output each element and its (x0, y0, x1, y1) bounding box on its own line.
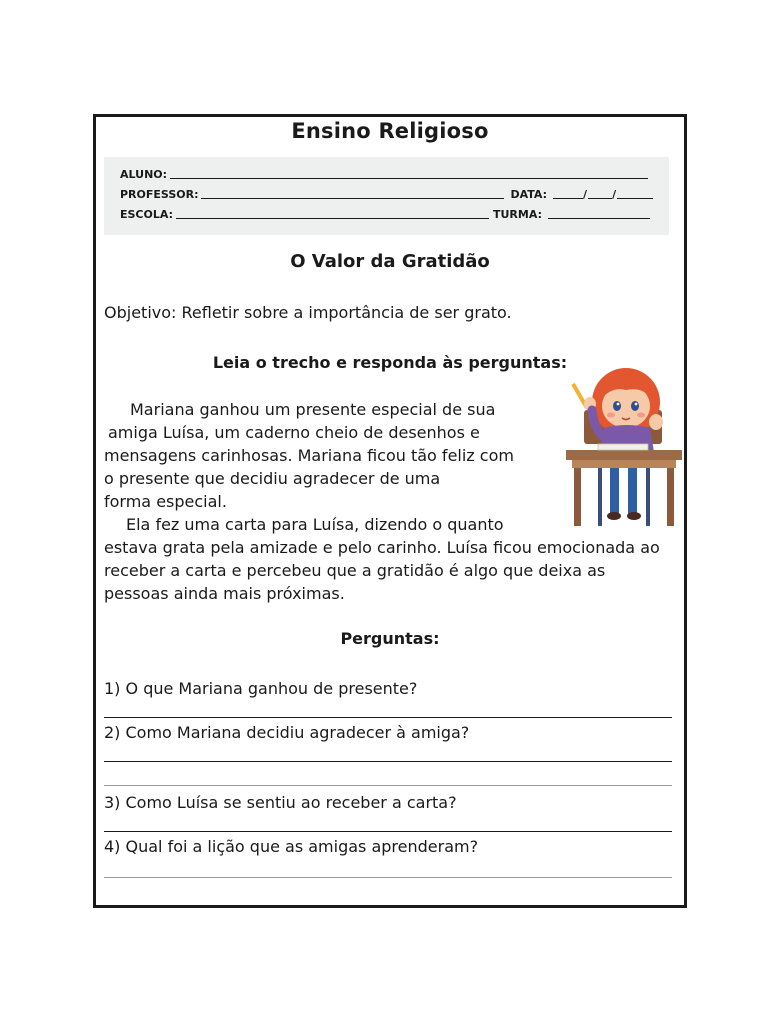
story-line: o presente que decidiu agradecer de uma (104, 469, 441, 488)
aluno-row (120, 167, 648, 181)
questions-title: Perguntas: (340, 629, 440, 648)
answer-line-4[interactable] (104, 877, 672, 878)
story-line: receber a carta e percebeu que a gratidão é algo que deixa as (104, 561, 606, 580)
worksheet-title: Ensino Religioso (291, 119, 489, 143)
worksheet-page (93, 114, 687, 908)
professor-row (120, 187, 653, 201)
escola-field[interactable] (176, 208, 489, 219)
story-line: pessoas ainda mais próximas. (104, 584, 345, 603)
aluno-field[interactable] (170, 168, 648, 179)
escola-row (120, 207, 650, 221)
story-line: amiga Luísa, um caderno cheio de desenhos e (108, 423, 480, 442)
story-line: forma especial. (104, 492, 227, 511)
answer-line-2a[interactable] (104, 761, 672, 762)
date-separator: / (612, 188, 617, 201)
instruction-heading: Leia o trecho e responda às perguntas: (212, 353, 568, 372)
answer-line-2b[interactable] (104, 785, 672, 786)
reading-title: O Valor da Gratidão (290, 251, 490, 272)
answer-line-1[interactable] (104, 717, 672, 718)
story-line: mensagens carinhosas. Mariana ficou tão feliz com (104, 446, 514, 465)
objective-text: Objetivo: Refletir sobre a importância de ser grato. (104, 303, 512, 322)
question-4: 4) Qual foi a lição que as amigas aprenderam? (104, 837, 479, 856)
escola-label: ESCOLA: (120, 208, 173, 221)
question-1: 1) O que Mariana ganhou de presente? (104, 679, 418, 698)
date-year-field[interactable] (617, 188, 653, 199)
question-2: 2) Como Mariana decidiu agradecer à amiga? (104, 723, 470, 742)
data-label: DATA: (510, 188, 548, 201)
question-3: 3) Como Luísa se sentiu ao receber a carta? (104, 793, 457, 812)
date-month-field[interactable] (588, 188, 612, 199)
turma-label: TURMA: (493, 208, 542, 221)
date-separator: / (583, 188, 588, 201)
turma-field[interactable] (548, 208, 650, 219)
story-line: estava grata pela amizade e pelo carinho. Luísa ficou emocionada ao (104, 538, 660, 557)
story-line: Ela fez uma carta para Luísa, dizendo o quanto (126, 515, 504, 534)
answer-line-3[interactable] (104, 831, 672, 832)
aluno-label: ALUNO: (120, 168, 168, 181)
girl-at-desk-illustration (564, 362, 684, 532)
professor-label: PROFESSOR: (120, 188, 199, 201)
professor-field[interactable] (201, 188, 504, 199)
date-day-field[interactable] (553, 188, 583, 199)
student-info-box (104, 157, 669, 235)
story-line: Mariana ganhou um presente especial de sua (130, 400, 496, 419)
